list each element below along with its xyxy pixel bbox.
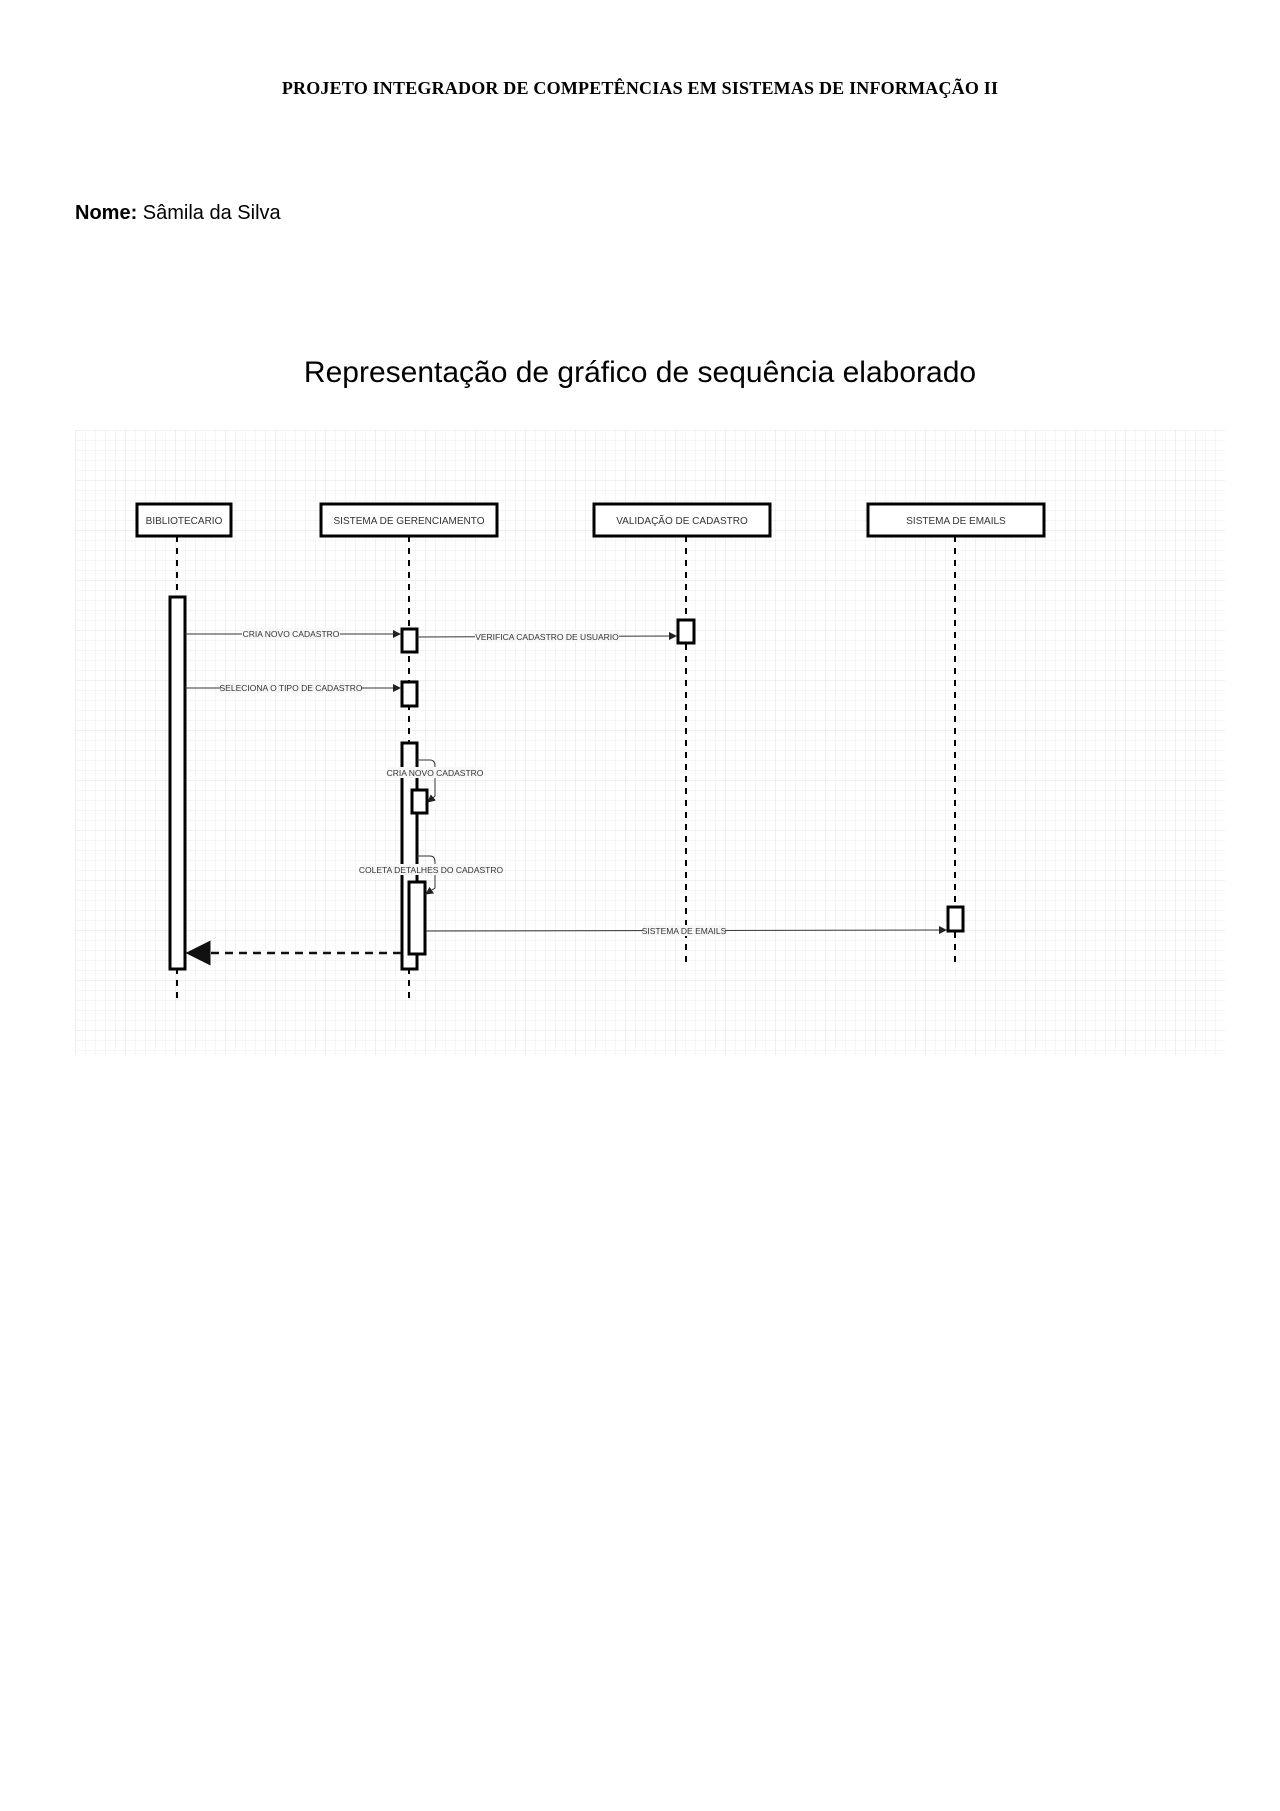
activation-gerenciamento-2 [402, 682, 417, 706]
actor-label-validacao-cadastro: VALIDAÇÃO DE CADASTRO [616, 516, 748, 527]
actor-sistema-gerenciamento [321, 504, 497, 536]
student-name-line [75, 202, 281, 225]
message-label-5: COLETA DETALHES DO CADASTRO [358, 865, 504, 875]
message-label-3: SELECIONA O TIPO DE CADASTRO [219, 683, 363, 693]
message-label-2: VERIFICA CADASTRO DE USUARIO [475, 632, 619, 642]
name-label: Nome: [75, 202, 138, 224]
sequence-diagram [75, 430, 1225, 1055]
document-header: PROJETO INTEGRADOR DE COMPETÊNCIAS EM SISTEMAS DE INFORMAÇÃO II [281, 78, 999, 98]
activation-gerenciamento-self-2 [409, 882, 425, 954]
activation-emails [948, 907, 963, 931]
message-label-4: CRIA NOVO CADASTRO [386, 768, 484, 778]
actor-label-sistema-gerenciamento: SISTEMA DE GERENCIAMENTO [333, 516, 485, 527]
activation-validacao [678, 620, 694, 643]
actor-label-bibliotecario: BIBLIOTECARIO [145, 516, 223, 527]
activation-bibliotecario [170, 597, 185, 969]
actor-validacao-cadastro [594, 504, 770, 536]
message-label-1: CRIA NOVO CADASTRO [242, 629, 340, 639]
figure-caption: Representação de gráfico de sequência elaborado [303, 356, 977, 389]
name-value: Sâmila da Silva [142, 202, 281, 224]
actor-label-sistema-emails: SISTEMA DE EMAILS [906, 516, 1006, 527]
activation-gerenciamento-self-1 [412, 790, 427, 813]
message-label-6: SISTEMA DE EMAILS [641, 926, 727, 936]
actor-bibliotecario [137, 504, 231, 536]
actor-sistema-emails [868, 504, 1044, 536]
activation-gerenciamento-1 [402, 629, 417, 652]
